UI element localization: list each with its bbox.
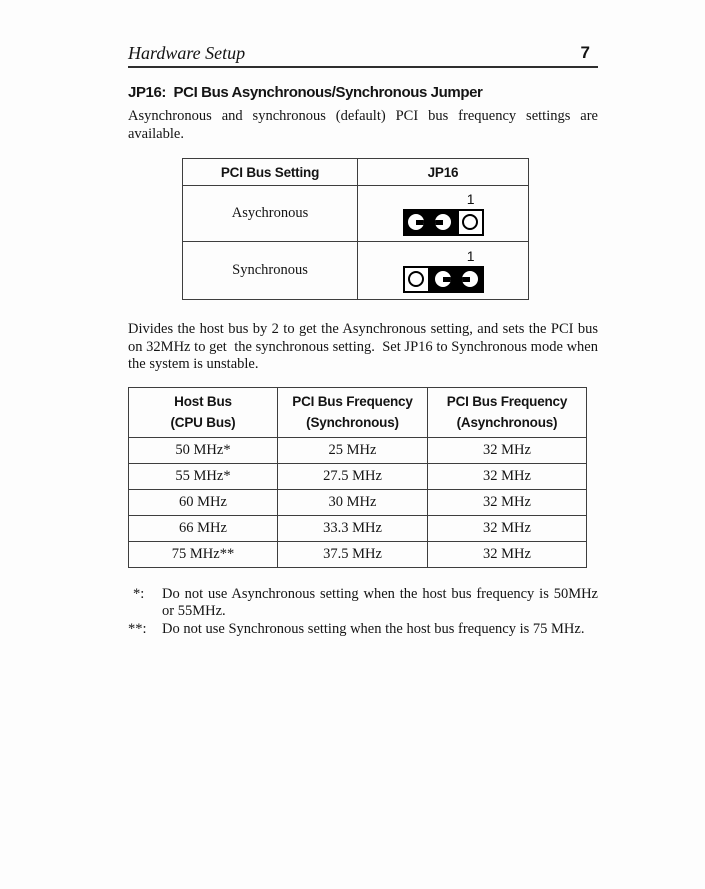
pin-hole: [435, 271, 451, 287]
cell-pci-sync: 30 MHz: [278, 489, 428, 515]
table-row: [129, 541, 587, 567]
jumper-cap-pin: [430, 209, 457, 236]
pin1-label: 1: [466, 190, 475, 207]
cell-pci-sync: 25 MHz: [278, 437, 428, 463]
table-header-row: [129, 387, 587, 437]
frequency-table: [128, 387, 587, 568]
pin1-label: 1: [466, 247, 475, 264]
footnote-marker: *:: [133, 585, 145, 602]
cell-host-bus: 55 MHz*: [129, 463, 278, 489]
jumper-diagram-asynchronous: [403, 192, 484, 236]
jumper-cap-pin: [457, 266, 484, 293]
table-row: [183, 242, 529, 300]
cell-host-bus: 75 MHz**: [129, 541, 278, 567]
header-line: PCI Bus Frequency: [446, 394, 568, 409]
table-row: [129, 489, 587, 515]
pin-hole: [462, 271, 478, 287]
cell-pci-async: 32 MHz: [428, 541, 587, 567]
open-pin: [403, 266, 430, 293]
cell-pci-sync: 37.5 MHz: [278, 541, 428, 567]
pin-hole: [408, 271, 424, 287]
jumper-settings-table: [182, 158, 529, 300]
table-row: [183, 186, 529, 242]
footnote-asynchronous: [128, 586, 598, 621]
jumper-diagram-synchronous: [403, 249, 484, 293]
page-content: [128, 0, 598, 638]
running-header-title: Hardware Setup: [128, 43, 246, 63]
jumper-pins: [403, 209, 484, 236]
body-paragraph: Divides the host bus by 2 to get the Asynchronous setting, and sets the PCI bus on 32MHz to get the synchronous setting. Set JP16 to Synchronous mode when the system is unstable.: [128, 321, 598, 372]
table-row: [129, 437, 587, 463]
setting-label-synchronous: Synchronous: [183, 242, 358, 300]
header-line: (Asynchronous): [456, 415, 558, 430]
footnotes: [128, 586, 598, 639]
open-pin: [457, 209, 484, 236]
column-header-pci-sync: [278, 387, 428, 437]
table-header-row: [183, 159, 529, 186]
cell-pci-async: 32 MHz: [428, 437, 587, 463]
cell-host-bus: 60 MHz: [129, 489, 278, 515]
pin-hole: [435, 214, 451, 230]
pin-hole: [462, 214, 478, 230]
header-line: PCI Bus Frequency: [292, 394, 413, 409]
column-header-pci-async: [428, 387, 587, 437]
setting-label-asynchronous: Asychronous: [183, 186, 358, 242]
jumper-cap-pin: [403, 209, 430, 236]
cell-pci-async: 32 MHz: [428, 463, 587, 489]
footnote-synchronous: [128, 621, 598, 639]
table-row: [129, 515, 587, 541]
footnote-marker: **:: [128, 620, 147, 637]
jumper-cap-pin: [430, 266, 457, 293]
header-line: (CPU Bus): [170, 415, 236, 430]
column-header-host-bus: [129, 387, 278, 437]
pin-hole: [408, 214, 424, 230]
jumper-pins: [403, 266, 484, 293]
jumper-cell-asynchronous: [358, 186, 529, 242]
footnote-text: Do not use Asynchronous setting when the host bus frequency is 50MHz or 55MHz.: [162, 585, 598, 619]
cell-pci-async: 32 MHz: [428, 489, 587, 515]
footnote-text: Do not use Synchronous setting when the host bus frequency is 75 MHz.: [162, 620, 585, 637]
header-line: Host Bus: [174, 394, 232, 409]
intro-paragraph: Asynchronous and synchronous (default) PCI bus frequency settings are available.: [128, 108, 598, 142]
column-header-jp16: JP16: [358, 159, 529, 186]
cell-pci-sync: 27.5 MHz: [278, 463, 428, 489]
running-header: [128, 0, 598, 68]
column-header-pci-bus-setting: PCI Bus Setting: [183, 159, 358, 186]
cell-host-bus: 66 MHz: [129, 515, 278, 541]
page-number: 7: [580, 43, 590, 62]
jumper-cell-synchronous: [358, 242, 529, 300]
section-title: JP16: PCI Bus Asynchronous/Synchronous Jumper: [128, 84, 483, 101]
cell-host-bus: 50 MHz*: [129, 437, 278, 463]
cell-pci-sync: 33.3 MHz: [278, 515, 428, 541]
table-row: [129, 463, 587, 489]
header-line: (Synchronous): [306, 415, 399, 430]
cell-pci-async: 32 MHz: [428, 515, 587, 541]
